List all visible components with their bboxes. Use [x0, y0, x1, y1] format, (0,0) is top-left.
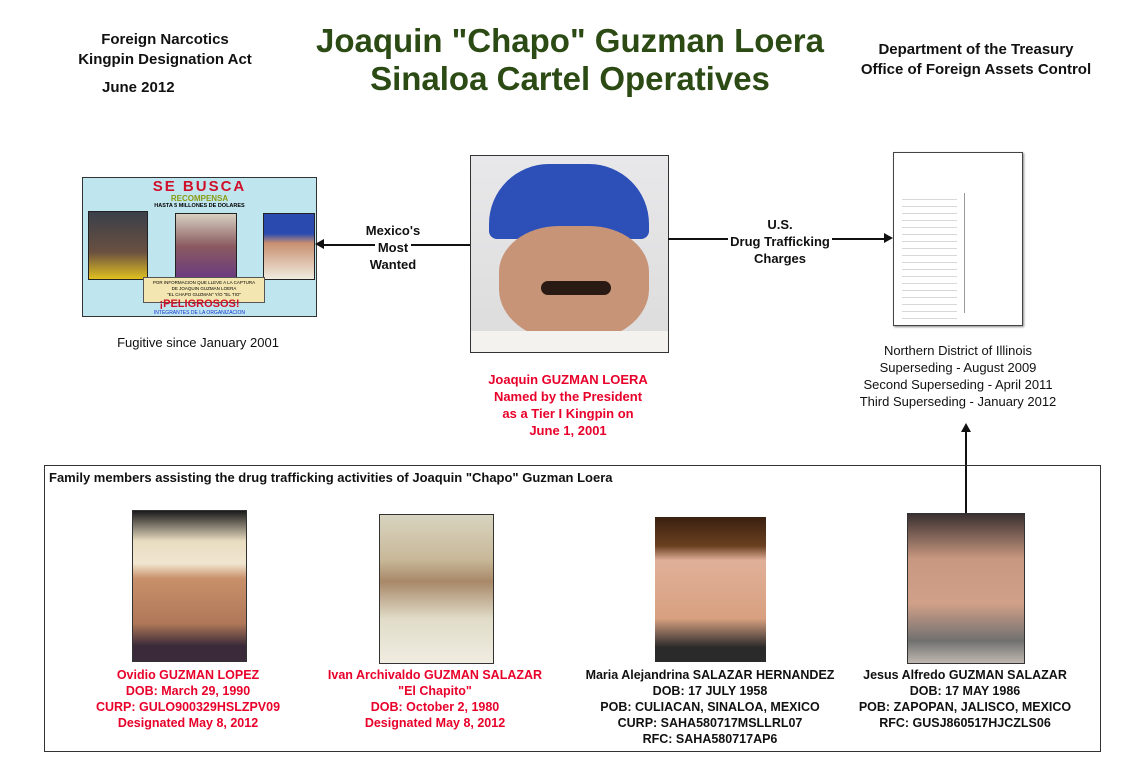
member-alias: "El Chapito"	[398, 684, 472, 698]
photo-maria	[655, 517, 766, 662]
label-line: Charges	[753, 251, 807, 266]
poster-danger: ¡PELIGROSOS!	[159, 298, 240, 310]
poster-amount: HASTA 5 MILLONES DE DOLARES	[154, 203, 245, 209]
poster-photo-2	[175, 213, 237, 280]
charges-caption	[838, 342, 1078, 410]
title-line1: Joaquin "Chapo" Guzman Loera	[315, 22, 824, 59]
label-line: U.S.	[767, 217, 793, 232]
indictment-document	[893, 152, 1023, 326]
poster-footer: INTEGRANTES DE LA ORGANIZACION	[153, 310, 246, 316]
member-designated: Designated May 8, 2012	[117, 716, 259, 730]
kingpin-photo	[470, 155, 669, 353]
document-divider	[964, 193, 965, 313]
district: Northern District of Illinois	[883, 343, 1033, 358]
member-ivan-info	[305, 667, 565, 731]
poster-info-line: DE JOAQUIN GUZMAN LOERA	[171, 286, 237, 291]
label-line: Wanted	[367, 256, 419, 273]
poster-info-line: "EL CHAPO GUZMAN" Y/O "EL TIO"	[167, 292, 241, 297]
member-rfc: RFC: SAHA580717AP6	[642, 732, 778, 746]
member-name: Jesus Alfredo GUZMAN SALAZAR	[863, 668, 1067, 682]
shirt-shape	[471, 331, 668, 352]
member-rfc: RFC: GUSJ860517HJCZLS06	[879, 716, 1051, 730]
kingpin-line: as a Tier I Kingpin on	[502, 406, 634, 421]
agency-header	[840, 40, 1112, 80]
superseding-line: Second Superseding - April 2011	[863, 377, 1053, 392]
superseding-line: Superseding - August 2009	[879, 360, 1037, 375]
mustache-shape	[541, 281, 611, 295]
label-line: Drug Trafficking	[730, 234, 830, 249]
agency-line2: Office of Foreign Assets Control	[860, 61, 1092, 78]
act-name-line2: Kingpin Designation Act	[78, 51, 252, 68]
member-maria-info	[580, 667, 840, 747]
poster-photo-3	[263, 213, 315, 280]
page-title	[250, 22, 890, 98]
member-pob: POB: ZAPOPAN, JALISCO, MEXICO	[858, 700, 1072, 714]
photo-ivan	[379, 514, 494, 664]
member-name: Ovidio GUZMAN LOPEZ	[116, 668, 260, 682]
act-name-line1: Foreign Narcotics	[101, 31, 229, 48]
arrow-right-icon	[884, 233, 893, 243]
label-line: Most	[375, 239, 411, 256]
label-line: Mexico's	[363, 222, 423, 239]
poster-reward: RECOMPENSA	[170, 194, 229, 203]
kingpin-caption	[448, 371, 688, 439]
poster-info-line: POR INFORMACION QUE LLEVE A LA CAPTURA	[152, 280, 256, 285]
kingpin-name: Joaquin GUZMAN LOERA	[488, 372, 648, 387]
poster-photo-1	[88, 211, 148, 280]
member-designated: Designated May 8, 2012	[364, 716, 506, 730]
member-pob: POB: CULIACAN, SINALOA, MEXICO	[600, 700, 820, 714]
member-curp: CURP: GULO900329HSLZPV09	[95, 700, 281, 714]
poster-title: SE BUSCA	[152, 178, 247, 195]
wanted-poster	[82, 177, 317, 317]
arrow-left-icon	[315, 239, 324, 249]
photo-jesus	[907, 513, 1025, 664]
photo-ovidio	[132, 510, 247, 662]
title-line2: Sinaloa Cartel Operatives	[370, 60, 770, 97]
member-dob: DOB: 17 MAY 1986	[909, 684, 1021, 698]
fugitive-caption: Fugitive since January 2001	[117, 335, 279, 350]
member-curp: CURP: SAHA580717MSLLRL07	[617, 716, 803, 730]
member-name: Ivan Archivaldo GUZMAN SALAZAR	[327, 668, 543, 682]
member-dob: DOB: 17 JULY 1958	[652, 684, 768, 698]
member-dob: DOB: March 29, 1990	[125, 684, 251, 698]
member-dob: DOB: October 2, 1980	[370, 700, 500, 714]
date: June 2012	[102, 79, 175, 96]
kingpin-date: June 1, 2001	[529, 423, 607, 438]
kingpin-line: Named by the President	[493, 389, 643, 404]
mexico-most-wanted-label	[343, 222, 443, 273]
act-header	[60, 30, 270, 98]
superseding-line: Third Superseding - January 2012	[859, 394, 1057, 409]
member-name: Maria Alejandrina SALAZAR HERNANDEZ	[585, 668, 835, 682]
member-jesus-info	[835, 667, 1095, 731]
agency-line1: Department of the Treasury	[878, 41, 1074, 58]
arrow-up-icon	[961, 423, 971, 432]
us-charges-label	[715, 216, 845, 267]
family-heading: Family members assisting the drug trafficking activities of Joaquin "Chapo" Guzman Loera	[49, 470, 613, 485]
member-ovidio-info	[58, 667, 318, 731]
